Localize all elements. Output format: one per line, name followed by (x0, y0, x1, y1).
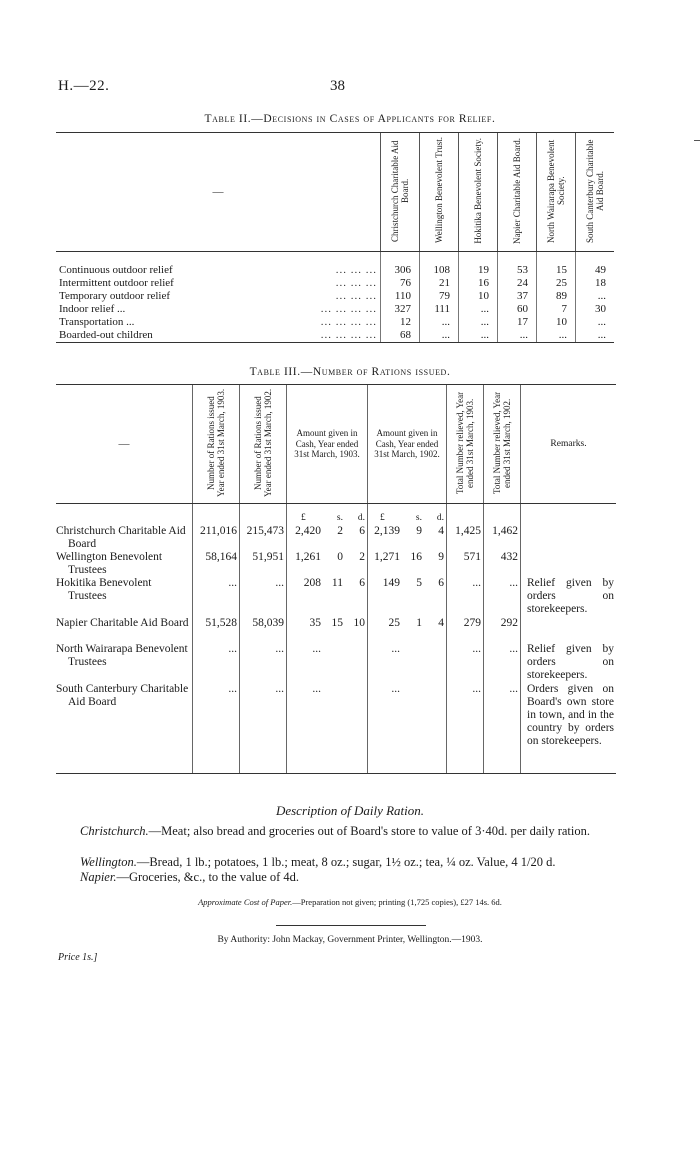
units-cash-1903: £ s. d. (287, 504, 368, 526)
table2-row (56, 290, 614, 303)
table3-remarks (521, 525, 617, 551)
table2-cell: 37 (498, 290, 537, 303)
ration-christchurch: Christchurch.—Meat; also bread and groceries out of Board's store to value of 3·40d. per daily ration. (80, 824, 590, 838)
table3-header-row (56, 385, 616, 504)
table2-row (56, 316, 614, 329)
table3-body-name: North Wairarapa Benevolent Trustees (56, 643, 188, 668)
table2-cell: 89 (537, 290, 576, 303)
table3-cell: ... (193, 577, 240, 617)
table3-col-header: Number of Rations issued Year ended 31st March, 1903. (193, 385, 240, 504)
table3-cell: 51,528 (193, 617, 240, 643)
margin-mark (694, 140, 700, 141)
table2-cell: ... (420, 329, 459, 343)
table3-cell: 215,473 (240, 525, 287, 551)
table2-cell: ... (459, 316, 498, 329)
table2-row-label: Continuous outdoor relief ... ... ... (59, 264, 377, 276)
table2-row (56, 329, 614, 343)
table2-cell: ... (420, 316, 459, 329)
table2-title: Table II.—Decisions in Cases of Applicants for Relief. (204, 113, 496, 125)
units-cash-1902: £ s. d. (368, 504, 447, 526)
table3-cash-1903: 35 15 10 (287, 617, 368, 643)
ration-wellington: Wellington.—Bread, 1 lb.; potatoes, 1 lb.; meat, 8 oz.; sugar, 1½ oz.; tea, ¼ oz. Value, 4 1/20 d. (80, 855, 556, 869)
table3-row (56, 617, 616, 643)
table2-row (56, 303, 614, 316)
table3-cell: ... (447, 643, 484, 683)
table2-cell: 7 (537, 303, 576, 316)
table2-cell: 25 (537, 277, 576, 290)
table3-cell: ... (193, 643, 240, 683)
table2-stub-header: — (56, 133, 381, 252)
table2-header-row (56, 133, 614, 252)
table2-cell: 110 (381, 290, 420, 303)
table3-cell: ... (484, 643, 521, 683)
table2-col-header: South Canterbury Charitable Aid Board. (576, 133, 615, 252)
table3-cash-1902: 2,139 9 4 (368, 525, 447, 551)
table2-cell: ... (498, 329, 537, 343)
table2-col-header: Napier Charitable Aid Board. (498, 133, 537, 252)
table3 (56, 384, 616, 774)
ration-napier: Napier.—Groceries, &c., to the value of 4d. (80, 870, 300, 884)
table3-remarks (521, 617, 617, 643)
table3-cash-1902: 25 1 4 (368, 617, 447, 643)
table3-col-header: Total Number relieved, Year ended 31st March, 1903. (447, 385, 484, 504)
table2-cell: 15 (537, 252, 576, 278)
table3-cell: ... (447, 577, 484, 617)
table3-row (56, 577, 616, 617)
document-reference: H.—22. (58, 78, 110, 94)
table3-cell: 58,039 (240, 617, 287, 643)
table2-cell: 24 (498, 277, 537, 290)
table3-cell: 58,164 (193, 551, 240, 577)
table3-body-name: Napier Charitable Aid Board (56, 617, 189, 629)
table2-cell: 17 (498, 316, 537, 329)
ration-description-title: Description of Daily Ration. (275, 803, 425, 818)
table2-cell: 18 (576, 277, 615, 290)
table3-cell: ... (484, 683, 521, 774)
table3-body-name: Wellington Benevolent Trustees (56, 551, 163, 576)
table2-cell: 10 (537, 316, 576, 329)
table3-cell: ... (240, 577, 287, 617)
table3-cash-1902: ... (368, 683, 447, 774)
price: Price 1s.] (58, 952, 98, 963)
table3-stub-header: — (56, 385, 193, 504)
table2-col-header: North Wairarapa Benevolent Society. (537, 133, 576, 252)
table3-remarks: Relief given by orders on storekeepers. (521, 643, 617, 683)
table2-cell: 79 (420, 290, 459, 303)
table3-body-name: South Canterbury Charitable Aid Board (56, 683, 193, 774)
table2-cell: ... (576, 316, 615, 329)
table2-cell: ... (459, 303, 498, 316)
table3-remarks (521, 551, 617, 577)
table3-cell: 1,462 (484, 525, 521, 551)
table2-cell: 68 (381, 329, 420, 343)
table3-row (56, 525, 616, 551)
table2-cell: ... (459, 329, 498, 343)
table3-row (56, 643, 616, 683)
cost-of-paper: Approximate Cost of Paper.—Preparation not given; printing (1,725 copies), £27 14s. 6d. (198, 897, 502, 907)
table2-col-header: Wellington Benevolent Trust. (420, 133, 459, 252)
table3-cash-1903: ... (287, 643, 368, 683)
table3-row (56, 551, 616, 577)
table3-cash-1903: 2,420 2 6 (287, 525, 368, 551)
table3-cell: 292 (484, 617, 521, 643)
table3-cell: 211,016 (193, 525, 240, 551)
table3-cash-1903: 208 11 6 (287, 577, 368, 617)
table2-cell: 60 (498, 303, 537, 316)
table2-cell: 49 (576, 252, 615, 278)
table2-col-header: Christchurch Charitable Aid Board. (381, 133, 420, 252)
table2-row (56, 277, 614, 290)
table2-row-label: Intermittent outdoor relief ... ... ... (59, 277, 377, 289)
table2-cell: 10 (459, 290, 498, 303)
table3-cell: 1,425 (447, 525, 484, 551)
table3-cell: ... (240, 643, 287, 683)
table2-cell: 111 (420, 303, 459, 316)
table3-remarks: Relief given by orders on storekeepers. (521, 577, 617, 617)
table3-cash-1902: 149 5 6 (368, 577, 447, 617)
table2-cell: ... (537, 329, 576, 343)
table2-row-label: Transportation ... ... ... ... ... (59, 316, 377, 328)
table2-row-label: Temporary outdoor relief ... ... ... (59, 290, 377, 302)
page-number: 38 (330, 78, 345, 94)
table3-cash-1903: 1,261 0 2 (287, 551, 368, 577)
table2-cell: ... (576, 290, 615, 303)
table3-col-header: Amount given in Cash, Year ended 31st March, 1902. (368, 385, 447, 504)
table3-remarks: Orders given on Board's own store in town, and in the country by orders on storekeepers. (521, 683, 617, 774)
table3-cell: 432 (484, 551, 521, 577)
table3-units-row (56, 504, 616, 526)
table3-cash-1902: 1,271 16 9 (368, 551, 447, 577)
table3-col-header: Remarks. (521, 385, 617, 504)
table3-col-header: Total Number relieved, Year ended 31st March, 1902. (484, 385, 521, 504)
table3-title: Table III.—Number of Rations issued. (249, 366, 451, 378)
table3-body-name: Christchurch Charitable Aid Board (56, 525, 186, 550)
table2-row (56, 252, 614, 278)
table3-cell: ... (447, 683, 484, 774)
table2-cell: 306 (381, 252, 420, 278)
table3-col-header: Number of Rations issued Year ended 31st March, 1902. (240, 385, 287, 504)
table3-cell: 571 (447, 551, 484, 577)
table3-cell: ... (193, 683, 240, 774)
table2-cell: ... (576, 329, 615, 343)
table3-col-header: Amount given in Cash, Year ended 31st March, 1903. (287, 385, 368, 504)
table3-cell: 279 (447, 617, 484, 643)
table2-cell: 327 (381, 303, 420, 316)
table3-cash-1902: ... (368, 643, 447, 683)
table2 (56, 132, 614, 343)
table3-cell: ... (484, 577, 521, 617)
table2-cell: 108 (420, 252, 459, 278)
table2-row-label: Indoor relief ... ... ... ... ... (59, 303, 377, 315)
table2-cell: 30 (576, 303, 615, 316)
table2-cell: 21 (420, 277, 459, 290)
printer-authority: By Authority: John Mackay, Government Printer, Wellington.—1903. (217, 935, 483, 945)
table3-cell: ... (240, 683, 287, 774)
table2-col-header: Hokitika Benevolent Society. (459, 133, 498, 252)
table2-cell: 19 (459, 252, 498, 278)
table2-cell: 16 (459, 277, 498, 290)
table2-cell: 53 (498, 252, 537, 278)
divider (276, 925, 426, 926)
table2-cell: 12 (381, 316, 420, 329)
table3-cash-1903: ... (287, 683, 368, 774)
table3-row (56, 683, 616, 774)
table2-cell: 76 (381, 277, 420, 290)
table2-row-label: Boarded-out children ... ... ... ... (56, 329, 381, 343)
table3-body-name: Hokitika Benevolent Trustees (56, 577, 152, 602)
table3-cell: 51,951 (240, 551, 287, 577)
